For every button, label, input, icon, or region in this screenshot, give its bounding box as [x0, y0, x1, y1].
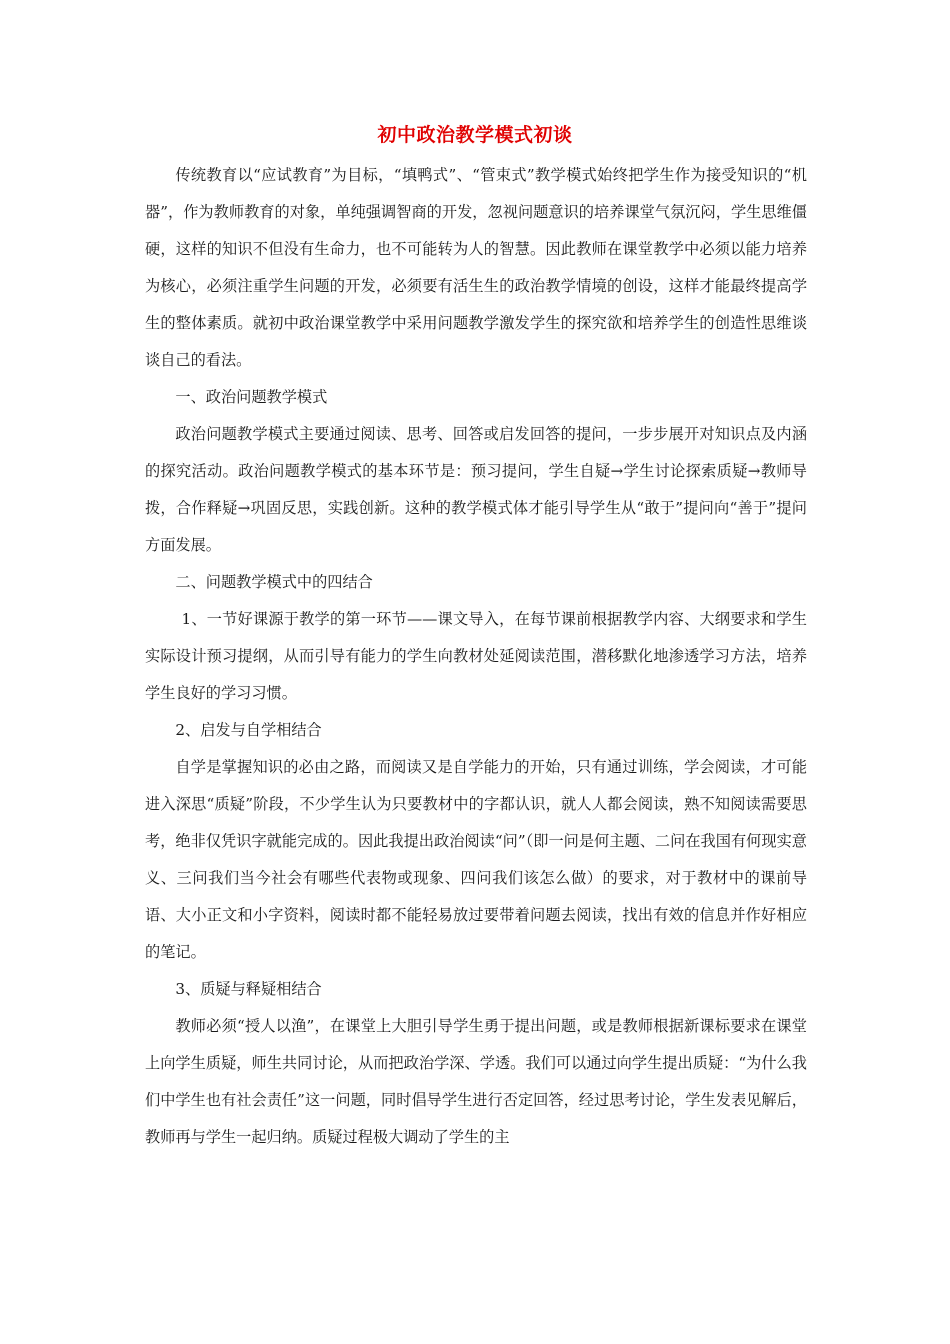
item-1-paragraph: 1、一节好课源于教学的第一环节——课文导入，在每节课前根据教学内容、大纲要求和学生实际设计预习提纲，从而引导有能力的学生向教材处延阅读范围，潜移默化地渗透学习方法，培养学生良好的学习习惯。: [145, 610, 807, 702]
intro-paragraph: 传统教育以“应试教育”为目标，“填鸭式”、“管束式”教学模式始终把学生作为接受知识的“机器”，作为教师教育的对象，单纯强调智商的开发，忽视问题意识的培养课堂气氛沉闷，学生思维僵硬，这样的知识不但没有生命力，也不可能转为人的智慧。因此教师在课堂教学中必须以能力培养为核心，必须注重学生问题的开发，必须要有活生生的政治教学情境的创设，这样才能最终提高学生的整体素质。就初中政治课堂教学中采用问题教学激发学生的探究欲和培养学生的创造性思维谈谈自己的看法。: [145, 166, 807, 369]
section-heading-2: 二、问题教学模式中的四结合: [175, 573, 373, 591]
document-title: 初中政治教学模式初谈: [377, 124, 573, 146]
item-3-paragraph: 教师必须“授人以渔”，在课堂上大胆引导学生勇于提出问题，或是教师根据新课标要求在课堂上向学生质疑，师生共同讨论，从而把政治学深、学透。我们可以通过向学生提出质疑：“为什么我们中学生也有社会责任”这一问题，同时倡导学生进行否定回答，经过思考讨论，学生发表见解后，教师再与学生一起归纳。质疑过程极大调动了学生的主: [145, 1017, 807, 1146]
item-2-heading: 2、启发与自学相结合: [175, 721, 322, 739]
item-3-heading: 3、质疑与释疑相结合: [175, 980, 322, 998]
section-1-paragraph: 政治问题教学模式主要通过阅读、思考、回答或启发回答的提问，一步步展开对知识点及内涵的探究活动。政治问题教学模式的基本环节是：预习提问，学生自疑→学生讨论探索质疑→教师导拨，合作释疑→巩固反思，实践创新。这种的教学模式体才能引导学生从“敢于”提问向“善于”提问方面发展。: [145, 425, 807, 554]
section-heading-1: 一、政治问题教学模式: [175, 388, 328, 406]
item-2-paragraph: 自学是掌握知识的必由之路，而阅读又是自学能力的开始，只有通过训练，学会阅读，才可能进入深思“质疑”阶段，不少学生认为只要教材中的字都认识，就人人都会阅读，熟不知阅读需要思考，绝非仅凭识字就能完成的。因此我提出政治阅读“问”（即一问是何主题、二问在我国有何现实意义、三问我们当今社会有哪些代表物或现象、四问我们该怎么做）的要求，对于教材中的课前导语、大小正文和小字资料，阅读时都不能轻易放过要带着问题去阅读，找出有效的信息并作好相应的笔记。: [145, 758, 807, 961]
document-body: [145, 157, 807, 1156]
